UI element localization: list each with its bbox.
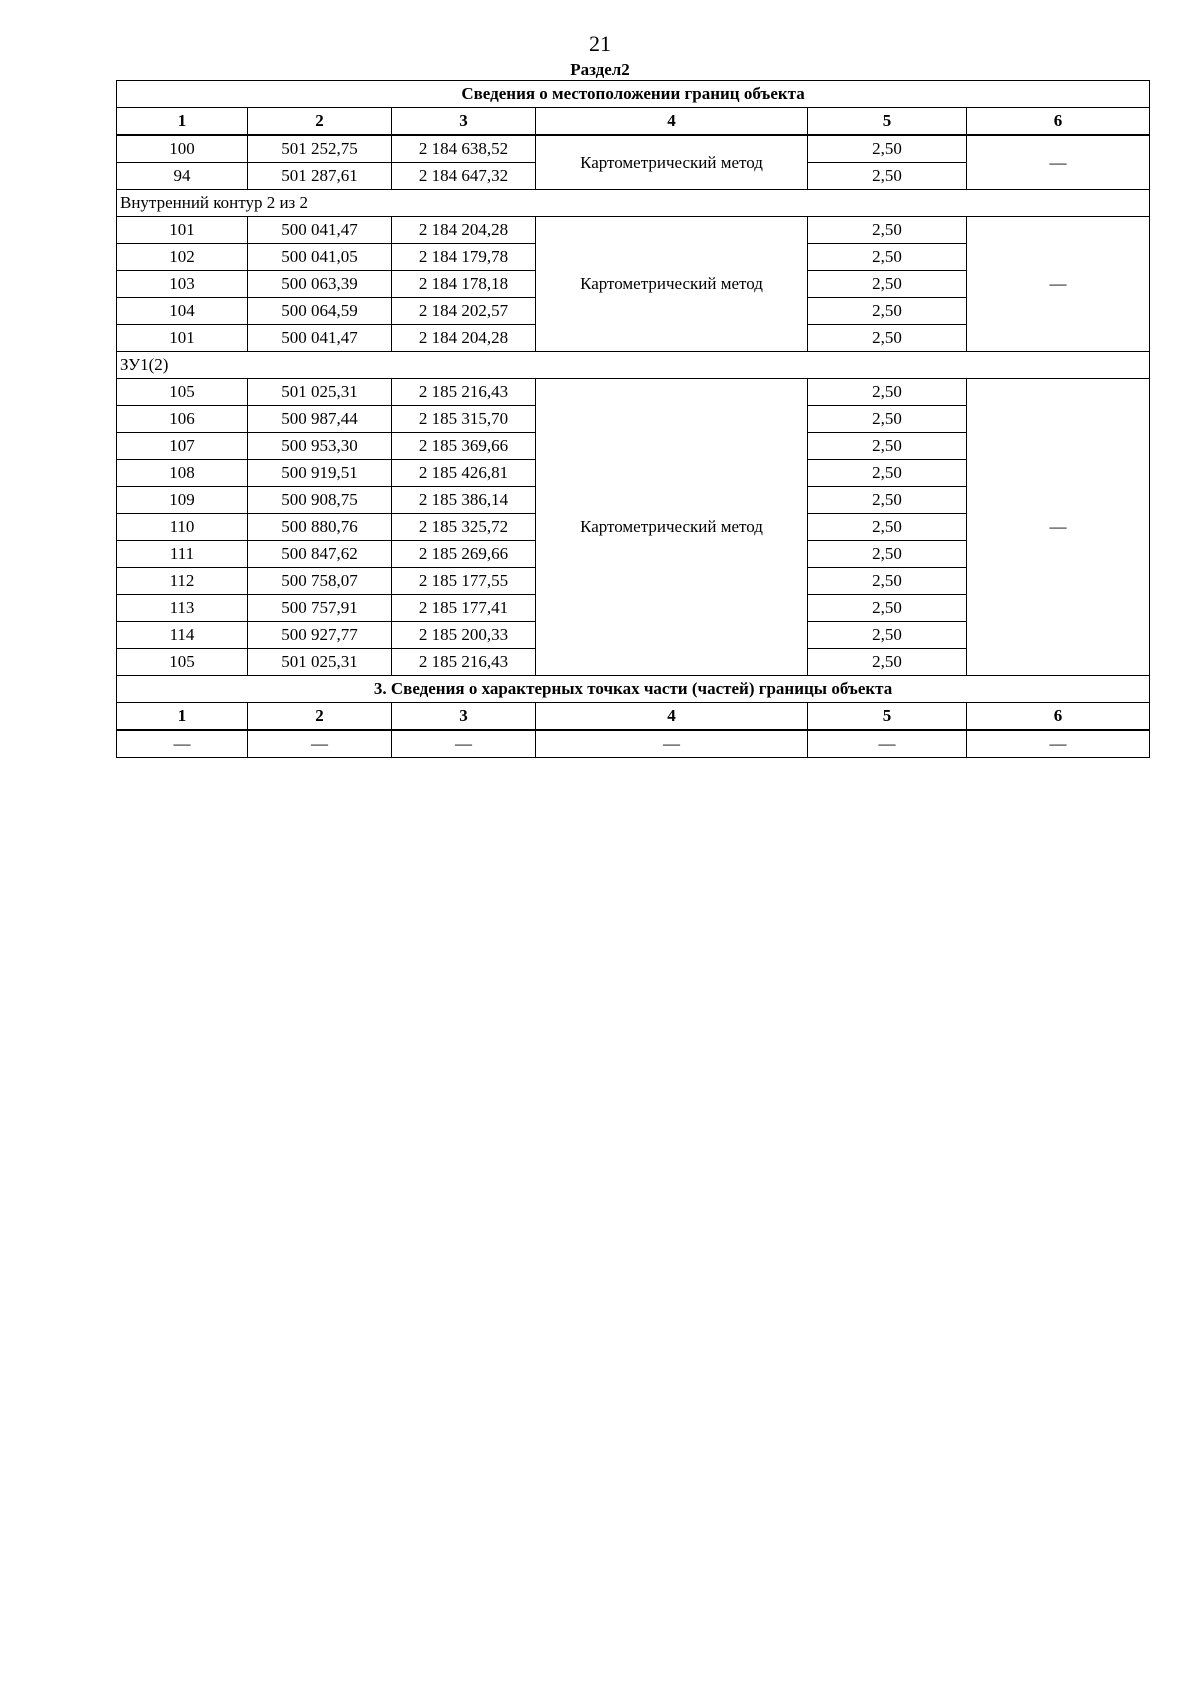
y-coordinate-cell: 2 184 204,28 xyxy=(392,217,536,244)
x-coordinate-cell: 500 987,44 xyxy=(248,406,392,433)
y-coordinate-cell: 2 185 325,72 xyxy=(392,514,536,541)
y-coordinate-cell: 2 185 177,55 xyxy=(392,568,536,595)
point-number-cell: 106 xyxy=(117,406,248,433)
x-coordinate-cell: 500 063,39 xyxy=(248,271,392,298)
point-number-cell: 104 xyxy=(117,298,248,325)
part3-title-row xyxy=(117,676,1150,703)
x-coordinate-cell: 500 041,47 xyxy=(248,217,392,244)
dash-cell: — xyxy=(248,730,392,758)
point-number-cell: 102 xyxy=(117,244,248,271)
accuracy-cell: 2,50 xyxy=(808,135,967,163)
point-number-cell: 101 xyxy=(117,217,248,244)
accuracy-cell: 2,50 xyxy=(808,649,967,676)
column-number: 3 xyxy=(392,703,536,731)
y-coordinate-cell: 2 185 315,70 xyxy=(392,406,536,433)
accuracy-cell: 2,50 xyxy=(808,433,967,460)
y-coordinate-cell: 2 185 200,33 xyxy=(392,622,536,649)
x-coordinate-cell: 500 064,59 xyxy=(248,298,392,325)
x-coordinate-cell: 500 953,30 xyxy=(248,433,392,460)
point-number-cell: 113 xyxy=(117,595,248,622)
accuracy-cell: 2,50 xyxy=(808,487,967,514)
table-title: Сведения о местоположении границ объекта xyxy=(117,81,1150,108)
subsection-label: Внутренний контур 2 из 2 xyxy=(117,190,1150,217)
y-coordinate-cell: 2 185 216,43 xyxy=(392,649,536,676)
point-number-cell: 101 xyxy=(117,325,248,352)
accuracy-cell: 2,50 xyxy=(808,298,967,325)
column-number: 4 xyxy=(536,108,808,136)
point-number-cell: 110 xyxy=(117,514,248,541)
accuracy-cell: 2,50 xyxy=(808,325,967,352)
method-cell: Картометрический метод xyxy=(536,379,808,676)
y-coordinate-cell: 2 185 386,14 xyxy=(392,487,536,514)
column-number: 6 xyxy=(967,703,1150,731)
point-number-cell: 105 xyxy=(117,649,248,676)
column-number: 1 xyxy=(117,108,248,136)
x-coordinate-cell: 500 041,47 xyxy=(248,325,392,352)
part3-column-number-row xyxy=(117,703,1150,731)
method-cell: Картометрический метод xyxy=(536,217,808,352)
column6-cell: — xyxy=(967,217,1150,352)
column-number: 2 xyxy=(248,108,392,136)
point-number-cell: 100 xyxy=(117,135,248,163)
page-number: 21 xyxy=(589,31,611,56)
point-number-cell: 114 xyxy=(117,622,248,649)
accuracy-cell: 2,50 xyxy=(808,244,967,271)
column-number: 5 xyxy=(808,703,967,731)
coordinates-table xyxy=(116,80,1150,758)
dash-cell: — xyxy=(117,730,248,758)
dash-cell: — xyxy=(536,730,808,758)
x-coordinate-cell: 500 908,75 xyxy=(248,487,392,514)
x-coordinate-cell: 500 041,05 xyxy=(248,244,392,271)
point-number-cell: 94 xyxy=(117,163,248,190)
accuracy-cell: 2,50 xyxy=(808,379,967,406)
column-number: 5 xyxy=(808,108,967,136)
method-cell: Картометрический метод xyxy=(536,135,808,190)
column-number-row xyxy=(117,108,1150,136)
y-coordinate-cell: 2 185 269,66 xyxy=(392,541,536,568)
y-coordinate-cell: 2 185 177,41 xyxy=(392,595,536,622)
y-coordinate-cell: 2 185 369,66 xyxy=(392,433,536,460)
x-coordinate-cell: 501 025,31 xyxy=(248,649,392,676)
y-coordinate-cell: 2 184 178,18 xyxy=(392,271,536,298)
accuracy-cell: 2,50 xyxy=(808,163,967,190)
x-coordinate-cell: 501 287,61 xyxy=(248,163,392,190)
accuracy-cell: 2,50 xyxy=(808,622,967,649)
column6-cell: — xyxy=(967,379,1150,676)
x-coordinate-cell: 500 757,91 xyxy=(248,595,392,622)
point-number-cell: 107 xyxy=(117,433,248,460)
table-row xyxy=(117,135,1150,163)
column-number: 4 xyxy=(536,703,808,731)
accuracy-cell: 2,50 xyxy=(808,217,967,244)
subsection-label: ЗУ1(2) xyxy=(117,352,1150,379)
y-coordinate-cell: 2 185 216,43 xyxy=(392,379,536,406)
point-number-cell: 109 xyxy=(117,487,248,514)
x-coordinate-cell: 500 758,07 xyxy=(248,568,392,595)
accuracy-cell: 2,50 xyxy=(808,271,967,298)
part3-title: 3. Сведения о характерных точках части (частей) границы объекта xyxy=(117,676,1150,703)
table-row xyxy=(117,217,1150,244)
column-number: 1 xyxy=(117,703,248,731)
part3-row xyxy=(117,730,1150,758)
accuracy-cell: 2,50 xyxy=(808,460,967,487)
x-coordinate-cell: 500 847,62 xyxy=(248,541,392,568)
accuracy-cell: 2,50 xyxy=(808,514,967,541)
x-coordinate-cell: 501 025,31 xyxy=(248,379,392,406)
y-coordinate-cell: 2 184 647,32 xyxy=(392,163,536,190)
point-number-cell: 105 xyxy=(117,379,248,406)
accuracy-cell: 2,50 xyxy=(808,541,967,568)
point-number-cell: 111 xyxy=(117,541,248,568)
x-coordinate-cell: 500 880,76 xyxy=(248,514,392,541)
column6-cell: — xyxy=(967,135,1150,190)
y-coordinate-cell: 2 184 202,57 xyxy=(392,298,536,325)
column-number: 6 xyxy=(967,108,1150,136)
subsection-row xyxy=(117,352,1150,379)
column-number: 2 xyxy=(248,703,392,731)
section-title: Раздел2 xyxy=(570,60,630,79)
dash-cell: — xyxy=(808,730,967,758)
x-coordinate-cell: 500 927,77 xyxy=(248,622,392,649)
y-coordinate-cell: 2 185 426,81 xyxy=(392,460,536,487)
table-body xyxy=(117,81,1150,758)
y-coordinate-cell: 2 184 638,52 xyxy=(392,135,536,163)
y-coordinate-cell: 2 184 179,78 xyxy=(392,244,536,271)
y-coordinate-cell: 2 184 204,28 xyxy=(392,325,536,352)
x-coordinate-cell: 501 252,75 xyxy=(248,135,392,163)
table-title-row xyxy=(117,81,1150,108)
dash-cell: — xyxy=(392,730,536,758)
point-number-cell: 112 xyxy=(117,568,248,595)
table-row xyxy=(117,379,1150,406)
dash-cell: — xyxy=(967,730,1150,758)
x-coordinate-cell: 500 919,51 xyxy=(248,460,392,487)
accuracy-cell: 2,50 xyxy=(808,595,967,622)
accuracy-cell: 2,50 xyxy=(808,406,967,433)
point-number-cell: 108 xyxy=(117,460,248,487)
column-number: 3 xyxy=(392,108,536,136)
subsection-row xyxy=(117,190,1150,217)
accuracy-cell: 2,50 xyxy=(808,568,967,595)
point-number-cell: 103 xyxy=(117,271,248,298)
